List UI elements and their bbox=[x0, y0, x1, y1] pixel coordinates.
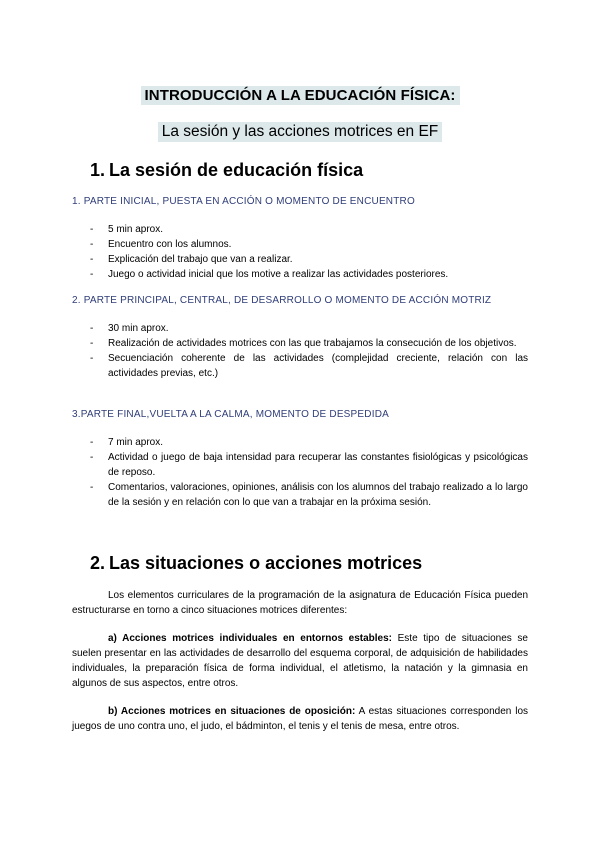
list-item: - Explicación del trabajo que van a realizar. bbox=[90, 254, 293, 265]
part-2-heading: 2. PARTE PRINCIPAL, CENTRAL, DE DESARROLLO O MOMENTO DE ACCIÓN MOTRIZ bbox=[72, 295, 492, 306]
paragraph-b: b) Acciones motrices en situaciones de oposición: A estas situaciones corresponden los juegos de uno contra uno, el judo, el bádminton, el tenis y el tenis de mesa, entre otros. bbox=[72, 706, 529, 732]
list-item: - 30 min aprox. bbox=[90, 323, 169, 334]
part-2-list bbox=[90, 321, 528, 381]
list-item: - Encuentro con los alumnos. bbox=[90, 239, 232, 250]
paragraph-a: a) Acciones motrices individuales en entornos estables: Este tipo de situaciones se suelen presentar en las actividades de desarrollo del esquema corporal, de adquisición de habilidades individuales, la preparación física de forma individual, el atletismo, la natación y la gimnasia en algunos de sus aspectos, entre otros. bbox=[72, 633, 528, 689]
section-2-heading bbox=[90, 553, 422, 574]
document-subtitle: La sesión y las acciones motrices en EF bbox=[158, 122, 443, 142]
part-3-list bbox=[90, 435, 528, 510]
list-item: - Juego o actividad inicial que los motive a realizar las actividades posteriores. bbox=[90, 269, 449, 280]
part-1-heading: 1. PARTE INICIAL, PUESTA EN ACCIÓN O MOMENTO DE ENCUENTRO bbox=[72, 196, 415, 207]
section-1-heading bbox=[90, 160, 363, 181]
list-item: - Secuenciación coherente de las actividades (complejidad creciente, relación con las actividades previas, etc.) bbox=[90, 353, 528, 379]
list-item: - 5 min aprox. bbox=[90, 224, 164, 235]
list-item: - Actividad o juego de baja intensidad para recuperar las constantes fisiológicas y psicológicas de reposo. bbox=[90, 452, 528, 478]
section-2-title: Las situaciones o acciones motrices bbox=[109, 553, 423, 573]
paragraph-a-label: a) Acciones motrices individuales en entornos estables: bbox=[108, 633, 393, 644]
section-2-number: 2. bbox=[90, 553, 106, 573]
part-1-list bbox=[90, 222, 528, 282]
section-2-intro: Los elementos curriculares de la programación de la asignatura de Educación Física pueden estructurarse en torno a cinco situaciones motrices diferentes: bbox=[72, 590, 528, 616]
section-1-title: La sesión de educación física bbox=[109, 160, 364, 180]
title-block bbox=[0, 86, 600, 105]
part-3-heading: 3.PARTE FINAL,VUELTA A LA CALMA, MOMENTO DE DESPEDIDA bbox=[72, 409, 389, 420]
section-1-number: 1. bbox=[90, 160, 106, 180]
subtitle-block bbox=[0, 122, 600, 142]
paragraph-b-label: b) Acciones motrices en situaciones de oposición: bbox=[108, 706, 356, 717]
list-item: - Comentarios, valoraciones, opiniones, análisis con los alumnos del trabajo realizado a lo largo de la sesión y en relación con lo que van a trabajar en la próxima sesión. bbox=[90, 482, 528, 508]
list-item: - 7 min aprox. bbox=[90, 437, 164, 448]
list-item: - Realización de actividades motrices con las que trabajamos la consecución de los objetivos. bbox=[90, 338, 517, 349]
document-title: INTRODUCCIÓN A LA EDUCACIÓN FÍSICA: bbox=[141, 86, 460, 105]
